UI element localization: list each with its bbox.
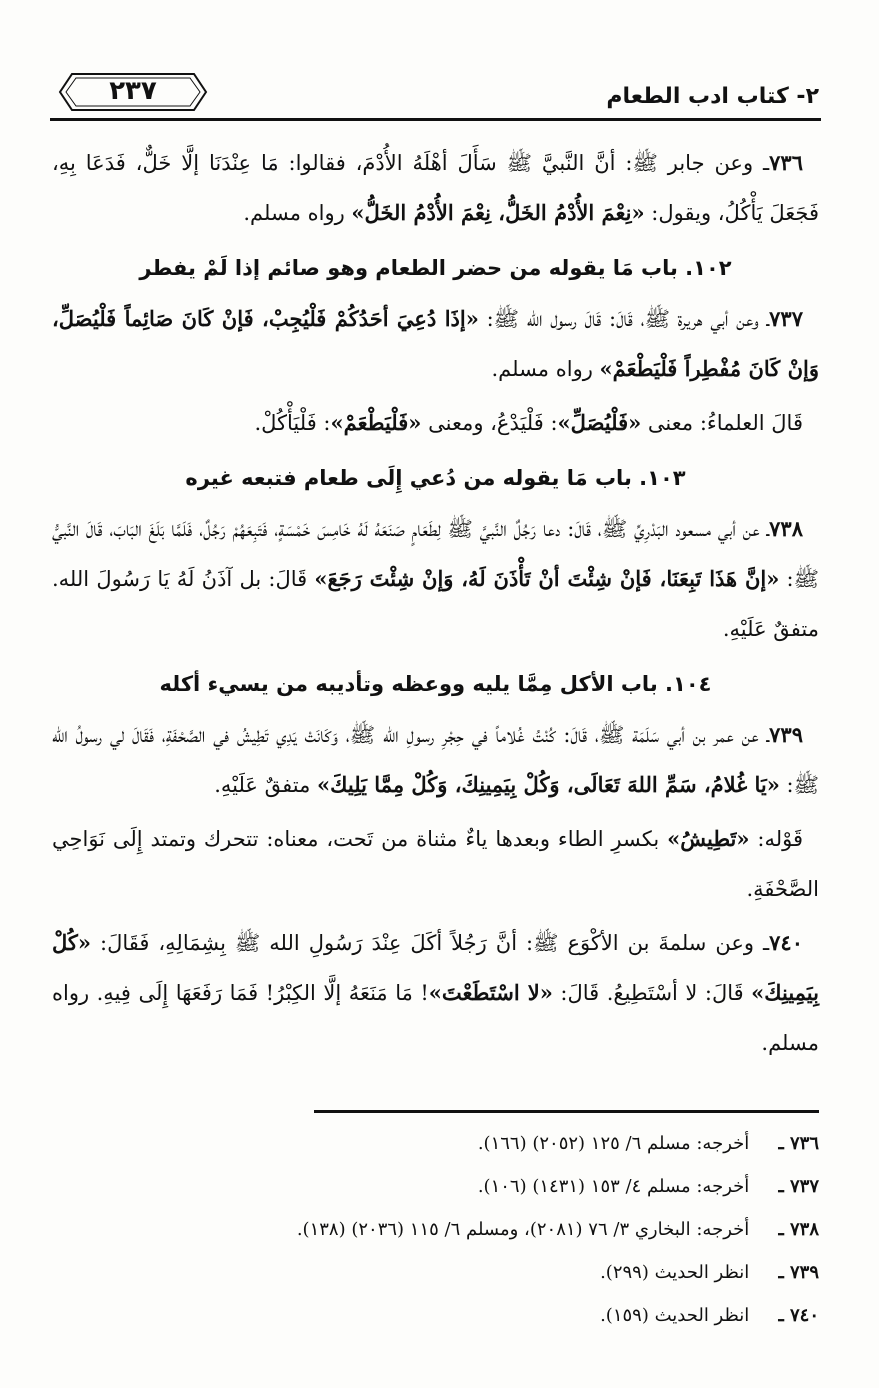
note-text: : فَلْيَدْعُ، ومعنى — [421, 411, 558, 435]
hadith-quote: «يَا غُلامُ، سَمِّ اللهَ تَعَالَى، وَكُلْ بِيَمِينِكَ، وَكُلْ مِمَّا يَلِيكَ» — [317, 772, 780, 797]
footnote-rule — [314, 1110, 819, 1113]
page-body — [52, 138, 819, 1072]
footnote-number: ٧٣٨ ـ — [778, 1219, 819, 1240]
chapter-heading-104: ١٠٤. باب الأكل مِمَّا يليه ووعظه وتأديبه من يسيء أكله — [159, 672, 712, 696]
note-text: : فَلْيَأْكُلْ. — [254, 411, 331, 435]
footnote-item — [52, 1122, 819, 1165]
footnote-item — [52, 1251, 819, 1294]
note-text: بكسرِ الطاء وبعدها ياءٌ مثناة من تَحت، معناه: تتحرك وتمتد إِلَى نَوَاحِي الصَّحْفَةِ. — [52, 827, 819, 901]
hadith-738 — [52, 504, 819, 654]
hadith-number: ٧٣٧ — [769, 306, 803, 331]
explanation-739 — [52, 814, 819, 914]
hadith-text: ـ عن أبي مسعود البَدْرِيِّ ﷺ، قَالَ: دعا رَجُلٌ النَّبيَّ ﷺ لِطَعَامٍ صَنَعَهُ لَهُ خَامِسَ خَمْسَةٍ، فَتَبِعَهُمْ رَجُلٌ، فَلَمَّا بَلَغَ البَابَ، قَالَ النَّبيُّ ﷺ: — [52, 517, 820, 591]
hadith-source: متفقٌ عَلَيْهِ. — [214, 773, 318, 797]
footnote-number: ٧٣٦ ـ — [778, 1133, 819, 1154]
note-quote: «فَلْيَطْعَمْ» — [330, 410, 422, 435]
header-rule — [50, 118, 821, 121]
hadith-number: ٧٣٩ — [769, 722, 803, 747]
chapter-heading-103: ١٠٣. باب مَا يقوله من دُعي إِلَى طعام فتبعه غيره — [185, 466, 686, 490]
hadith-quote: «كُلْ بِيَمِينِكَ» — [52, 930, 819, 1005]
scholars-note-737 — [52, 398, 819, 448]
chapter-heading-102: ١٠٢. باب مَا يقوله من حضر الطعام وهو صائم إذا لَمْ يفطر — [139, 256, 732, 280]
hadith-number: ٧٤٠ — [769, 930, 803, 955]
hadith-739 — [52, 710, 819, 810]
note-text: قَوْله: — [749, 827, 804, 851]
hadith-736 — [52, 138, 819, 238]
page-header — [52, 62, 819, 118]
hadith-quote: «إنَّ هَذَا تَبِعَنَا، فَإنْ شِئْتَ أنْ تَأْذَنَ لَهُ، وَإنْ شِئْتَ رَجَعَ» — [314, 566, 780, 591]
note-text: قَالَ العلماءُ: معنى — [641, 411, 803, 435]
hadith-text: ـ وعن أبي هريرة ﷺ، قَالَ: قَالَ رسول الله ﷺ: — [478, 307, 770, 331]
hadith-text: ـ وعن سلمةَ بن الأكْوَع ﷺ: أنَّ رَجُلاً أكَلَ عِنْدَ رَسُولِ الله ﷺ بِشِمَالِهِ، فَقَالَ: — [91, 931, 770, 955]
hadith-source: رواه مسلم. — [243, 201, 352, 225]
hadith-source: قَالَ: بل آذَنُ لَهُ يَا رَسُولَ الله. متفقٌ عَلَيْهِ. — [52, 567, 819, 641]
footnote-text: انظر الحديث (٢٩٩). — [600, 1262, 750, 1283]
hadith-text: قَالَ: لا أسْتَطِيعُ. قَالَ: — [552, 981, 752, 1005]
hadith-737 — [52, 294, 819, 394]
hadith-740 — [52, 918, 819, 1068]
hadith-quote: «إذَا دُعِيَ أحَدُكُمْ فَلْيُجِبْ، فَإنْ كَانَ صَائِماً فَلْيُصَلِّ، وَإنْ كَانَ مُفْطِراً فَلْيَطْعَمْ» — [52, 306, 819, 381]
hadith-text: ـ وعن جابر ﷺ: أنَّ النَّبيَّ ﷺ سَأَلَ أهْلَهُ الأُدْمَ، فقالوا: مَا عِنْدَنَا إلَّا خَلٌّ، فَدَعَا بِهِ، فَجَعَلَ يَأْكُلُ، ويقول: — [52, 151, 819, 225]
hadith-text: ـ عن عمر بن أبي سَلَمَة ﷺ، قَالَ: كُنْتُ غُلاماً في حِجْرِ رسولِ الله ﷺ، وَكَانَتْ يَدِي تَطِيشُ في الصَّحْفَةِ، فَقَالَ لي رسولُ الله ﷺ: — [52, 723, 819, 797]
footnotes — [52, 1122, 819, 1337]
footnote-text: أخرجه: مسلم ٤/ ١٥٣ (١٤٣١) (١٠٦). — [477, 1176, 750, 1197]
hadith-source: ! مَا مَنَعَهُ إلَّا الكِبْرُ! فَمَا رَفَعَهَا إِلَى فِيهِ. رواه مسلم. — [52, 981, 819, 1055]
footnote-text: أخرجه: البخاري ٣/ ٧٦ (٢٠٨١)، ومسلم ٦/ ١١٥ (٢٠٣٦) (١٣٨). — [296, 1219, 750, 1240]
footnote-number: ٧٣٧ ـ — [778, 1176, 819, 1197]
footnote-item — [52, 1208, 819, 1251]
footnote-number: ٧٣٩ ـ — [778, 1262, 819, 1283]
page-number: ٢٣٧ — [109, 76, 157, 106]
hadith-quote: «لا اسْتَطَعْتَ» — [428, 980, 553, 1005]
footnote-number: ٧٤٠ ـ — [778, 1305, 819, 1326]
hadith-number: ٧٣٦ — [769, 150, 803, 175]
note-quote: «فَلْيُصَلِّ» — [557, 410, 642, 435]
running-title: ٢- كتاب ادب الطعام — [606, 84, 819, 109]
page-number-frame — [58, 72, 208, 112]
footnote-text: أخرجه: مسلم ٦/ ١٢٥ (٢٠٥٢) (١٦٦). — [477, 1133, 750, 1154]
footnote-text: انظر الحديث (١٥٩). — [600, 1305, 750, 1326]
note-quote: «تَطِيشُ» — [667, 826, 750, 851]
footnote-item — [52, 1165, 819, 1208]
hadith-quote: «نِعْمَ الأُدْمُ الخَلُّ، نِعْمَ الأُدْمُ الخَلُّ» — [351, 200, 645, 225]
footnote-item — [52, 1294, 819, 1337]
hadith-number: ٧٣٨ — [769, 516, 803, 541]
hadith-source: رواه مسلم. — [491, 357, 600, 381]
